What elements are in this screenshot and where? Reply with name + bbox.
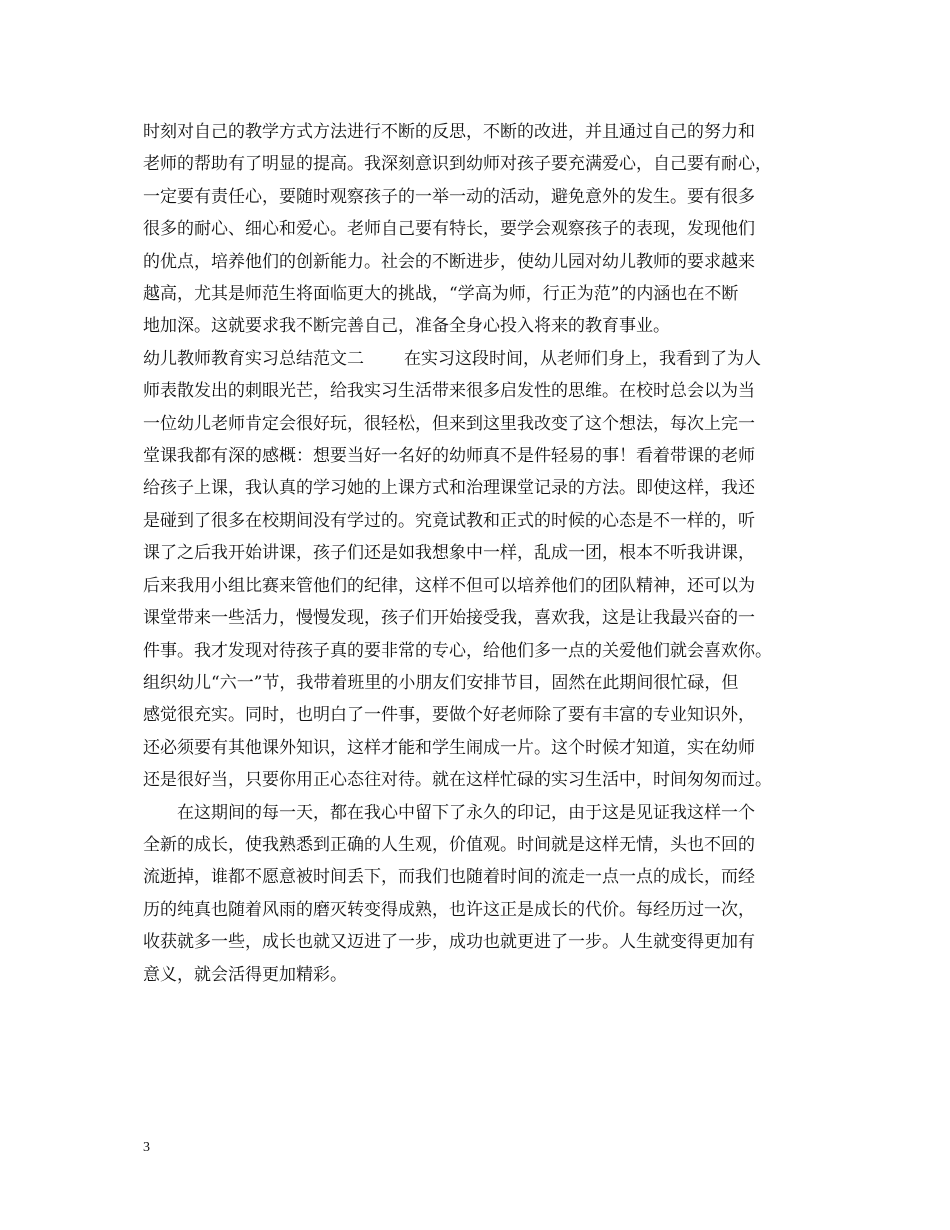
text-line: 给孩子上课，我认真的学习她的上课方式和治理课堂记录的方法。即使这样，我还 bbox=[143, 478, 755, 499]
section-title: 幼儿教师教育实习总结范文二 bbox=[143, 348, 364, 369]
text-line: 历的纯真也随着风雨的磨灭转变得成熟，也许这正是成长的代价。每经历过一次， bbox=[143, 899, 755, 920]
text-line: 老师的帮助有了明显的提高。我深刻意识到幼师对孩子要充满爱心，自己要有耐心， bbox=[143, 154, 772, 175]
text-line: 很多的耐心、细心和爱心。老师自己要有特长，要学会观察孩子的表现，发现他们 bbox=[143, 219, 755, 240]
text-line: 是碰到了很多在校期间没有学过的。究竟试教和正式的时候的心态是不一样的，听 bbox=[143, 510, 755, 531]
text-line: 件事。我才发现对待孩子真的要非常的专心，给他们多一点的关爱他们就会喜欢你。 bbox=[143, 640, 772, 661]
text-line: 地加深。这就要求我不断完善自己，准备全身心投入将来的教育事业。 bbox=[143, 316, 670, 337]
text-line: 收获就多一些，成长也就又迈进了一步，成功也就更进了一步。人生就变得更加有 bbox=[143, 932, 755, 953]
text-line: 还是很好当，只要你用正心态往对待。就在这样忙碌的实习生活中，时间匆匆而过。 bbox=[143, 770, 772, 791]
text-line: 课堂带来一些活力，慢慢发现，孩子们开始接受我，喜欢我，这是让我最兴奋的一 bbox=[143, 608, 755, 629]
text-line: 一位幼儿老师肯定会很好玩，很轻松，但来到这里我改变了这个想法，每次上完一 bbox=[143, 413, 755, 434]
paragraph-first-line: 在这期间的每一天，都在我心中留下了永久的印记，由于这是见证我这样一个 bbox=[177, 802, 755, 823]
text-line: 师表散发出的刺眼光芒，给我实习生活带来很多启发性的思维。在校时总会以为当 bbox=[143, 381, 755, 402]
text-line: 堂课我都有深的感概：想要当好一名好的幼师真不是件轻易的事！看着带课的老师 bbox=[143, 446, 755, 467]
text-line: 时刻对自己的教学方式方法进行不断的反思，不断的改进，并且通过自己的努力和 bbox=[143, 122, 755, 142]
text-line: 全新的成长，使我熟悉到正确的人生观，价值观。时间就是这样无情，头也不回的 bbox=[143, 834, 755, 855]
text-line: 流逝掉，谁都不愿意被时间丢下，而我们也随着时间的流走一点一点的成长，而经 bbox=[143, 867, 755, 888]
text-line: 意义，就会活得更加精彩。 bbox=[143, 964, 347, 985]
text-line: 还必须要有其他课外知识，这样才能和学生闹成一片。这个时候才知道，实在幼师 bbox=[143, 737, 755, 758]
section-lead-text: 在实习这段时间，从老师们身上，我看到了为人 bbox=[404, 348, 761, 369]
text-line: 组织幼儿“六一”节，我带着班里的小朋友们安排节目，固然在此期间很忙碌，但 bbox=[143, 672, 739, 693]
text-line: 越高，尤其是师范生将面临更大的挑战，“学高为师，行正为范”的内涵也在不断 bbox=[143, 284, 739, 305]
text-line: 课了之后我开始讲课，孩子们还是如我想象中一样，乱成一团，根本不听我讲课， bbox=[143, 543, 755, 564]
page-number: 3 bbox=[143, 1140, 150, 1155]
text-line: 感觉很充实。同时，也明白了一件事，要做个好老师除了要有丰富的专业知识外， bbox=[143, 705, 755, 726]
body-text bbox=[143, 116, 823, 991]
text-line: 的优点，培养他们的创新能力。社会的不断进步，使幼儿园对幼儿教师的要求越来 bbox=[143, 251, 755, 272]
text-line: 一定要有责任心，要随时观察孩子的一举一动的活动，避免意外的发生。要有很多 bbox=[143, 186, 755, 207]
text-line: 后来我用小组比赛来管他们的纪律，这样不但可以培养他们的团队精神，还可以为 bbox=[143, 575, 755, 596]
section-heading-line bbox=[143, 343, 823, 375]
